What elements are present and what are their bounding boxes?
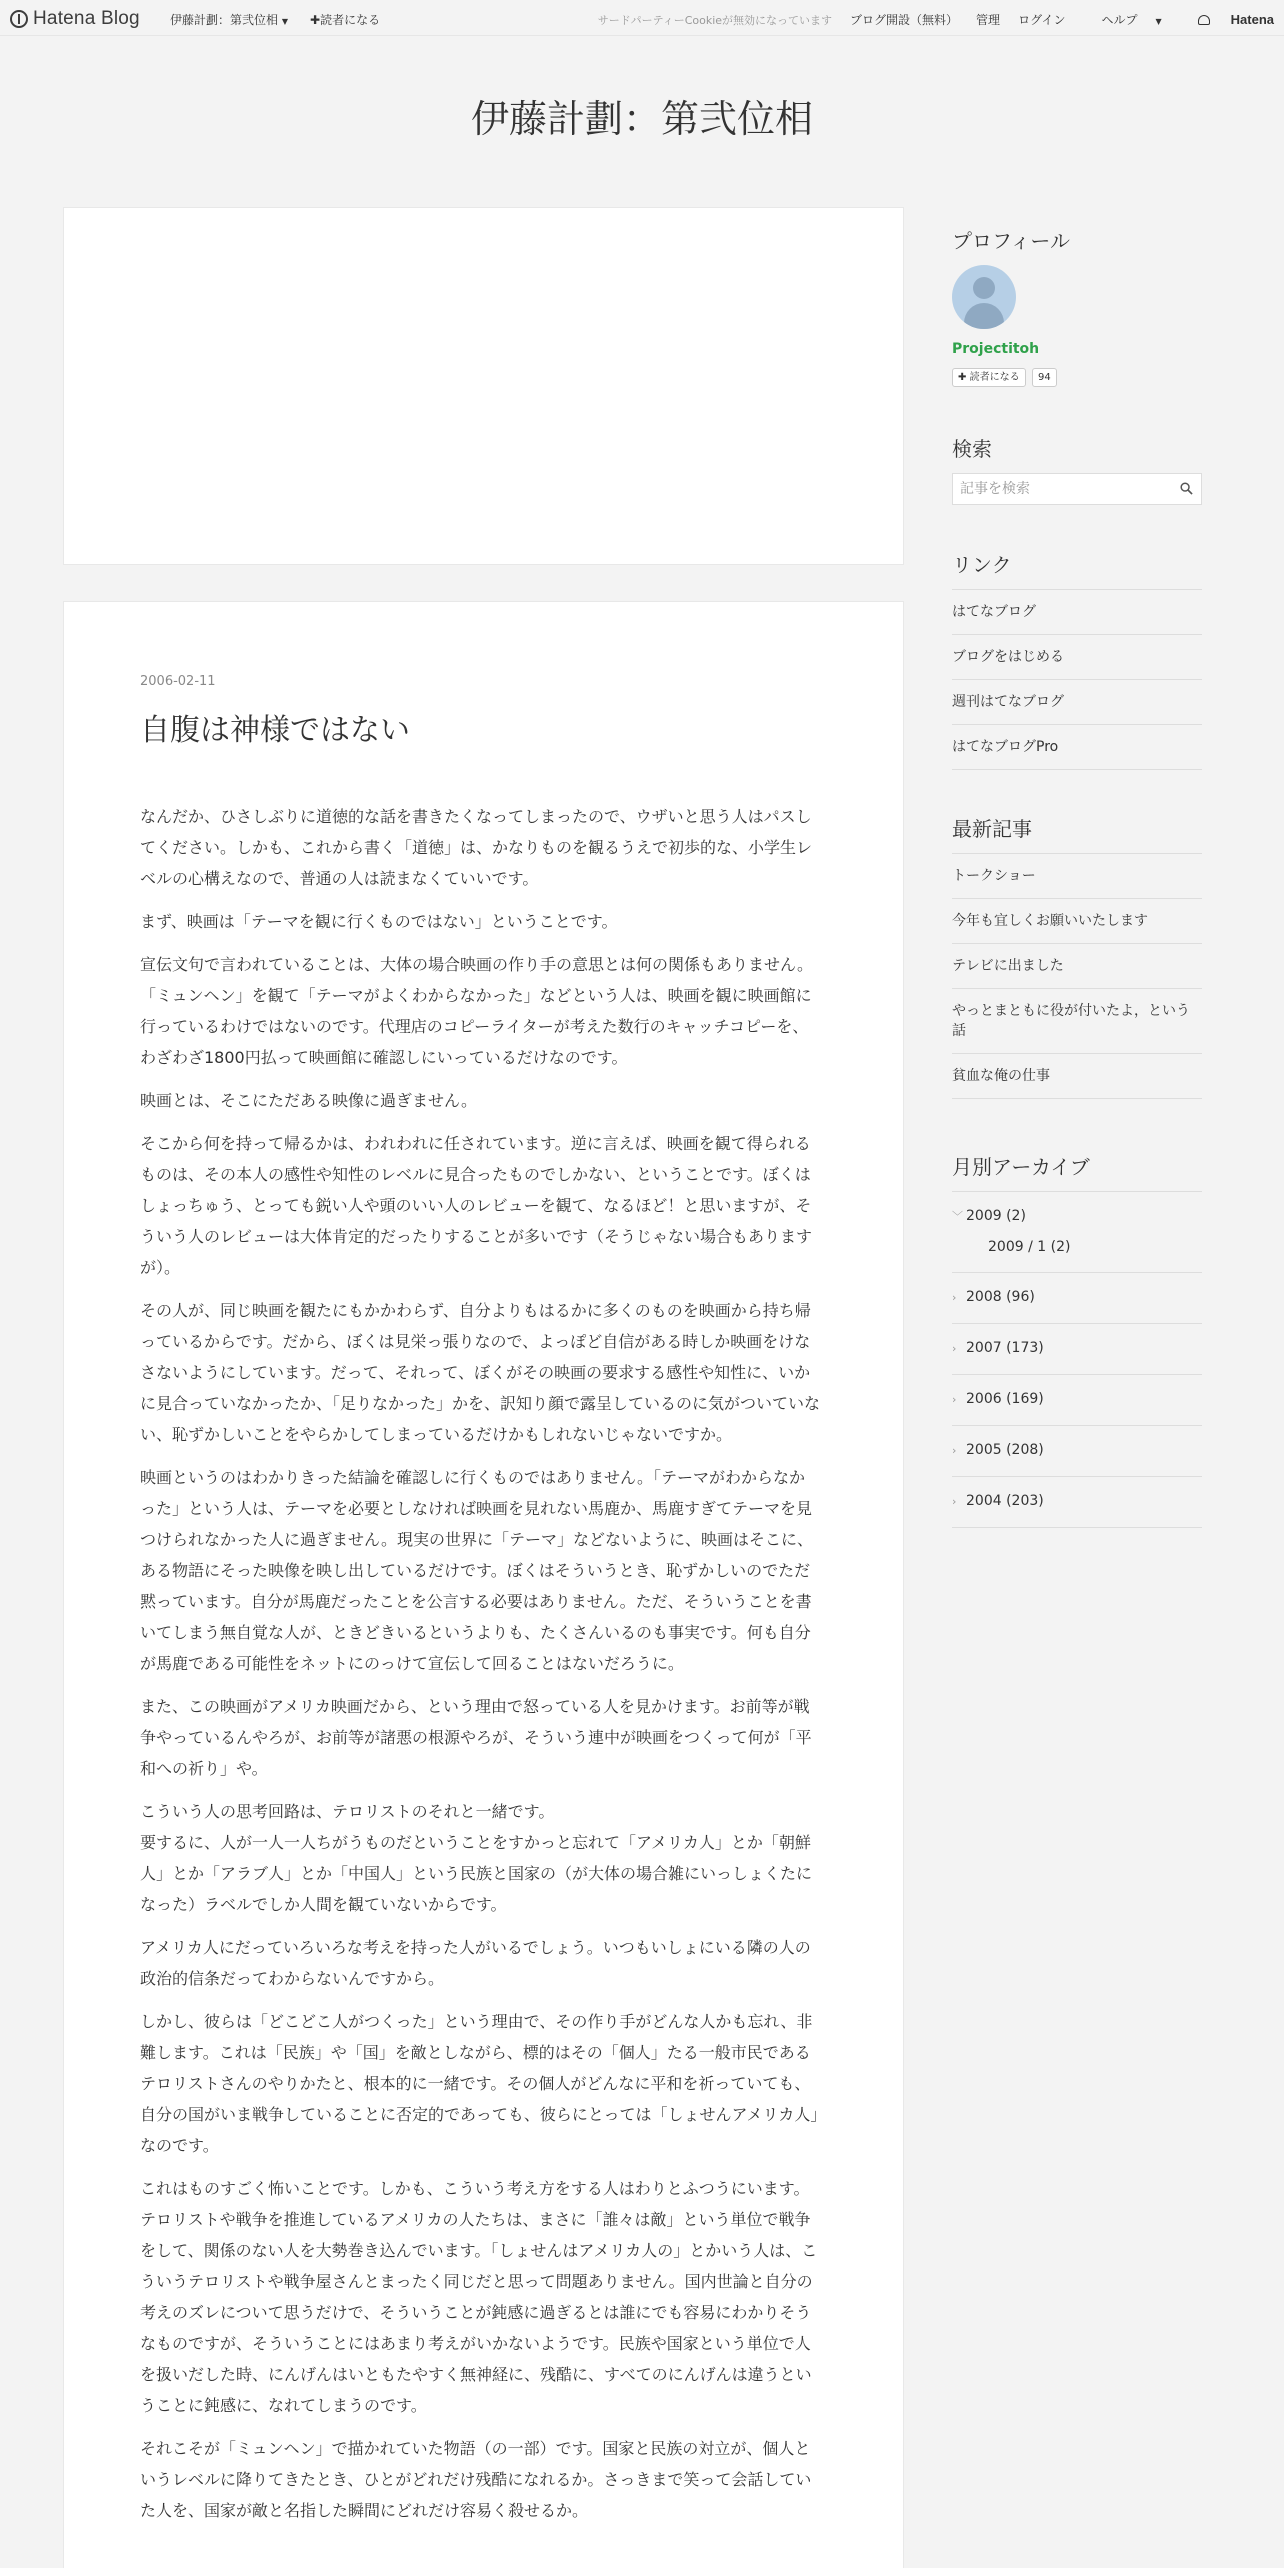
- global-header: [0, 0, 1284, 36]
- chevron-right-icon[interactable]: ›: [952, 1393, 957, 1406]
- article-date[interactable]: 2006-02-11: [140, 674, 216, 689]
- article-paragraph: その人が、同じ映画を観たにもかかわらず、自分よりもはるかに多くのものを映画から持ち帰っているからです。だから、ぼくは見栄っ張りなので、よっぽど自信がある時しか映画をけなさないようにしています。だって、それって、ぼくがその映画の要求する感性や知性に、いかに見合っていなかったか、「足りなかった」かを、訳知り顔で露呈しているのに気がついていない、恥ずかしいことをやらかしてしまっているだけかもしれないじゃないですか。: [140, 1301, 821, 1444]
- article-paragraph: こういう人の思考回路は、テロリストのそれと一緒です。 要するに、人が一人一人ちがうものだということをすかっと忘れて「アメリカ人」とか「朝鮮人」とか「アラブ人」とか「中国人」という民族と国家の（が大体の場合雑にいっしょくたになった）ラベルでしか人間を観ていないからです。: [140, 1802, 813, 1914]
- article-paragraph: まず、映画は「テーマを観に行くものではない」ということです。: [140, 912, 618, 931]
- article-paragraph: それこそが「ミュンヘン」で描かれていた物語（の一部）です。国家と民族の対立が、個人というレベルに降りてきたとき、ひとがどれだけ残酷になれるか。さっきまで笑って会話していた人を、国家が敵と名指した瞬間にどれだけ容易く殺せるか。: [140, 2439, 812, 2520]
- profile-reader-button[interactable]: [952, 368, 1026, 387]
- search-input[interactable]: [953, 474, 1163, 504]
- article-paragraph: なんだか、ひさしぶりに道徳的な話を書きたくなってしまったので、ウザいと思う人はパスしてください。しかも、これから書く「道徳」は、かなりものを観るうえで初歩的な、小学生レベルの心構えなので、普通の人は読まなくていいです。: [140, 807, 813, 888]
- hatena-logo-icon: [10, 10, 28, 28]
- recent-item[interactable]: 今年も宜しくお願いいたします: [952, 899, 1202, 944]
- header-reader-button[interactable]: [310, 11, 380, 28]
- links-heading: リンク: [952, 553, 1012, 577]
- header-link-help[interactable]: [1083, 11, 1161, 28]
- recent-list: [952, 853, 1202, 1099]
- archive-list: [952, 1191, 1202, 1528]
- blog-title[interactable]: 伊藤計劃：第弐位相: [470, 97, 813, 141]
- hatena-brand-label: Hatena: [1230, 12, 1274, 27]
- header-reader-label: 読者になる: [320, 13, 381, 27]
- article-paragraph: そこから何を持って帰るかは、われわれに任されています。逆に言えば、映画を観て得られるものは、その本人の感性や知性のレベルに見合ったものでしかない、ということです。ぼくはしょっちゅう、とっても鋭い人や頭のいい人のレビューを観て、なるほど！と思いますが、そういう人のレビューは大体肯定的だったりすることが多いです（そうじゃない場合もありますが）。: [140, 1134, 813, 1277]
- article-paragraph: しかし、彼らは「どこどこ人がつくった」という理由で、その作り手がどんな人かも忘れ、非難します。これは「民族」や「国」を敵としながら、標的はその「個人」たる一般市民であるテロリストさんのやりかたと、根本的に一緒です。その個人がどんなに平和を祈っていても、自分の国がいま戦争していることに否定的であっても、彼らにとっては「しょせんアメリカ人」なのです。: [140, 2012, 819, 2155]
- article-body: [140, 801, 820, 2538]
- archive-year-label[interactable]: 2008 (96): [966, 1289, 1035, 1305]
- avatar[interactable]: [952, 265, 1016, 329]
- hatena-brand[interactable]: [1180, 12, 1274, 27]
- link-item[interactable]: ブログをはじめる: [952, 635, 1202, 680]
- chevron-right-icon[interactable]: ›: [952, 1291, 957, 1304]
- header-link-create-blog[interactable]: ブログ開設（無料）: [850, 13, 959, 27]
- article-title[interactable]: 自腹は神様ではない: [140, 713, 410, 748]
- search-icon[interactable]: [1180, 482, 1193, 495]
- recent-item[interactable]: テレビに出ました: [952, 944, 1202, 989]
- hatena-blog-logo[interactable]: [10, 8, 140, 30]
- caret-down-icon: ▼: [281, 17, 288, 26]
- archive-month[interactable]: 2009 / 1 (2): [988, 1239, 1071, 1255]
- article: [63, 601, 904, 2568]
- recent-heading: 最新記事: [952, 817, 1032, 841]
- cookie-notice[interactable]: サードパーティーCookieが無効になっています: [597, 13, 833, 27]
- recent-item[interactable]: 貧血な俺の仕事: [952, 1054, 1202, 1099]
- logo-text: Hatena Blog: [33, 8, 140, 29]
- search-heading: 検索: [952, 437, 992, 461]
- archive-year: [952, 1273, 1202, 1324]
- archive-year: [952, 1477, 1202, 1528]
- article-paragraph: 映画というのはわかりきった結論を確認しに行くものではありません。「テーマがわからなかった」という人は、テーマを必要としなければ映画を見れない馬鹿か、馬鹿すぎてテーマを見つけられなかった人に過ぎません。現実の世界に「テーマ」などないように、映画はそこに、ある物語にそった映像を映し出しているだけです。ぼくはそういうとき、恥ずかしいのでただ黙っています。自分が馬鹿だったことを公言する必要はありません。ただ、そういうことを書いてしまう無自覚な人が、ときどきいるというよりも、たくさんいるのも事実です。何も自分が馬鹿である可能性をネットにのっけて宣伝して回ることはないだろうに。: [140, 1468, 813, 1673]
- help-label: ヘルプ: [1101, 13, 1138, 27]
- blog-selector[interactable]: [170, 11, 288, 28]
- archive-year-label[interactable]: 2006 (169): [966, 1391, 1044, 1407]
- caret-down-icon: ▼: [1155, 17, 1162, 26]
- profile-heading: プロフィール: [952, 229, 1070, 253]
- chevron-down-icon[interactable]: ﹀: [952, 1210, 963, 1223]
- blog-selector-label: 伊藤計劃：第弐位相: [170, 13, 279, 27]
- reader-count[interactable]: 94: [1032, 368, 1057, 387]
- archive-heading: 月別アーカイブ: [952, 1155, 1090, 1179]
- hatena-brand-icon: [1198, 15, 1210, 25]
- ad-area: [63, 207, 904, 565]
- link-item[interactable]: 週刊はてなブログ: [952, 680, 1202, 725]
- archive-year-label[interactable]: 2004 (203): [966, 1493, 1044, 1509]
- chevron-right-icon[interactable]: ›: [952, 1342, 957, 1355]
- plus-icon: ✚: [958, 372, 967, 383]
- header-link-login[interactable]: ログイン: [1018, 13, 1066, 27]
- recent-item[interactable]: トークショー: [952, 854, 1202, 899]
- archive-year: [952, 1192, 1202, 1273]
- search-box: [952, 473, 1202, 505]
- links-list: [952, 589, 1202, 770]
- link-item[interactable]: はてなブログ: [952, 590, 1202, 635]
- archive-year-label[interactable]: 2005 (208): [966, 1442, 1044, 1458]
- recent-item[interactable]: やっとまともに役が付いたよ，という話: [952, 989, 1202, 1054]
- archive-year-label[interactable]: 2009 (2): [966, 1208, 1026, 1224]
- archive-year: [952, 1375, 1202, 1426]
- article-paragraph: また、この映画がアメリカ映画だから、という理由で怒っている人を見かけます。お前等が戦争やっているんやろが、お前等が諸悪の根源やろが、そういう連中が映画をつくって何が「平和への祈り」や。: [140, 1697, 812, 1778]
- article-paragraph: アメリカ人にだっていろいろな考えを持った人がいるでしょう。いつもいしょにいる隣の人の政治的信条だってわからないんですから。: [140, 1938, 811, 1988]
- profile-reader-label: 読者になる: [969, 372, 1020, 383]
- header-right-nav: [580, 11, 1274, 28]
- chevron-right-icon[interactable]: ›: [952, 1495, 957, 1508]
- header-link-admin[interactable]: 管理: [976, 13, 1001, 27]
- archive-year: [952, 1426, 1202, 1477]
- plus-icon: ✚: [310, 13, 321, 27]
- chevron-right-icon[interactable]: ›: [952, 1444, 957, 1457]
- article-paragraph: これはものすごく怖いことです。しかも、こういう考え方をする人はわりとふつうにいます。テロリストや戦争を推進しているアメリカの人たちは、まさに「誰々は敵」という単位で戦争をして、関係のない人を大勢巻き込んでいます。「しょせんはアメリカ人の」とかいう人は、こういうテロリストや戦争屋さんとまったく同じだと思って問題ありません。国内世論と自分の考えのズレについて思うだけで、そういうことが鈍感に過ぎるとは誰にでも容易にわかりそうなものですが、そういうことにはあまり考えがいかないようです。民族や国家という単位で人を扱いだした時、にんげんはいともたやすく無神経に、残酷に、すべてのにんげんは違うということに鈍感に、なれてしまうのです。: [140, 2179, 818, 2415]
- article-paragraph: 映画とは、そこにただある映像に過ぎません。: [140, 1091, 477, 1110]
- archive-year: [952, 1324, 1202, 1375]
- archive-year-label[interactable]: 2007 (173): [966, 1340, 1044, 1356]
- article-paragraph: 宣伝文句で言われていることは、大体の場合映画の作り手の意思とは何の関係もありません。「ミュンヘン」を観て「テーマがよくわからなかった」などという人は、映画を観に映画館に行っているわけではないのです。代理店のコピーライターが考えた数行のキャッチコピーを、わざわざ1800円払って映画館に確認しにいっているだけなのです。: [140, 955, 813, 1067]
- profile-name[interactable]: Projectitoh: [952, 341, 1040, 357]
- link-item[interactable]: はてなブログPro: [952, 725, 1202, 770]
